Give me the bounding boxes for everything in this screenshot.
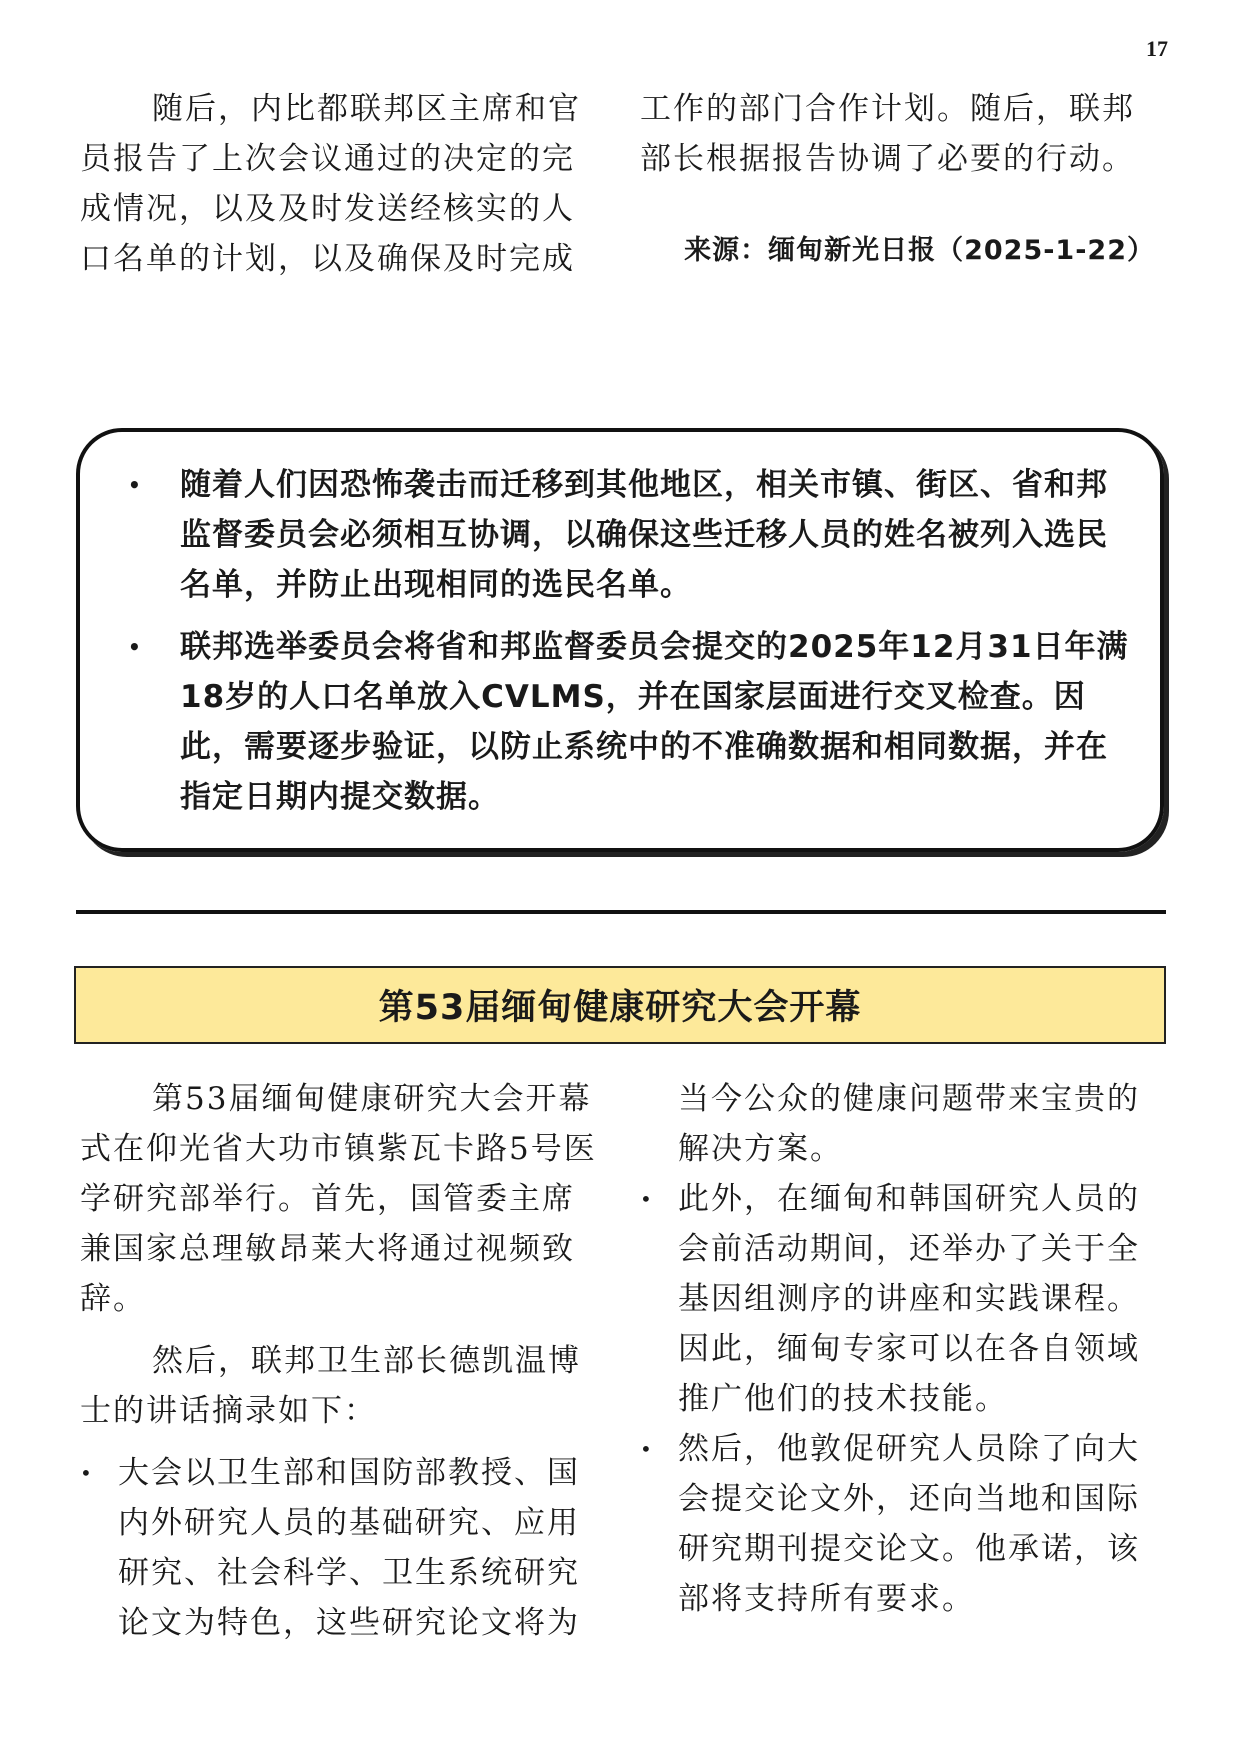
- article-top-left-column: [80, 84, 605, 284]
- bullet-icon: •: [128, 473, 142, 497]
- callout-bullet-text: 联邦选举委员会将省和邦监督委员会提交的2025年12月31日年满18岁的人口名单放入CVLMS，并在国家层面进行交叉检查。因此，需要逐步验证，以防止系统中的不准确数据和相同数据，并在指定日期内提交数据。: [180, 629, 1129, 815]
- body-paragraph: 第53届缅甸健康研究大会开幕式在仰光省大功市镇紫瓦卡路5号医学研究部举行。首先，国管委主席兼国家总理敏昂莱大将通过视频致辞。: [80, 1081, 597, 1317]
- bullet-item: [640, 1174, 1165, 1424]
- body-paragraph: 然后，联邦卫生部长德凯温博士的讲话摘录如下：: [80, 1343, 581, 1429]
- bullet-icon: •: [128, 635, 142, 659]
- section-divider: [76, 910, 1166, 914]
- bullet-list: [80, 1448, 605, 1648]
- body-paragraph: 工作的部门合作计划。随后，联邦部长根据报告协调了必要的行动。: [640, 91, 1135, 177]
- section-title: 第53届缅甸健康研究大会开幕: [378, 988, 862, 1028]
- bullet-text: 此外，在缅甸和韩国研究人员的会前活动期间，还举办了关于全基因组测序的讲座和实践课程。因此，缅甸专家可以在各自领域推广他们的技术技能。: [678, 1181, 1140, 1417]
- bullet-item-continuation: [640, 1074, 1165, 1174]
- body-paragraph: 随后，内比都联邦区主席和官员报告了上次会议通过的决定的完成情况，以及及时发送经核实的人口名单的计划，以及确保及时完成: [80, 91, 581, 277]
- source-citation: 来源：缅甸新光日报（2025-1-22）: [684, 235, 1155, 266]
- bullet-icon: •: [80, 1461, 94, 1485]
- bullet-text: 然后，他敦促研究人员除了向大会提交论文外，还向当地和国际研究期刊提交论文。他承诺，该部将支持所有要求。: [678, 1431, 1140, 1617]
- callout-bullet-item: [110, 622, 1130, 822]
- article-top-right-column: [640, 84, 1165, 184]
- bullet-text: 当今公众的健康问题带来宝贵的解决方案。: [678, 1081, 1140, 1167]
- bullet-icon: •: [640, 1437, 654, 1461]
- bullet-item: [80, 1448, 605, 1648]
- callout-bullet-item: [110, 460, 1130, 610]
- article-bottom-right-column: [640, 1074, 1165, 1624]
- page-number: 17: [1146, 36, 1168, 61]
- bullet-text: 大会以卫生部和国防部教授、国内外研究人员的基础研究、应用研究、社会科学、卫生系统研究论文为特色，这些研究论文将为: [118, 1455, 580, 1641]
- bullet-item: [640, 1424, 1165, 1624]
- callout-box: [76, 428, 1164, 852]
- callout-bullet-list: [110, 460, 1130, 822]
- bullet-icon: •: [640, 1187, 654, 1211]
- bullet-list: [640, 1074, 1165, 1624]
- section-title-banner: [74, 966, 1166, 1044]
- callout-bullet-text: 随着人们因恐怖袭击而迁移到其他地区，相关市镇、街区、省和邦监督委员会必须相互协调，以确保这些迁移人员的姓名被列入选民名单，并防止出现相同的选民名单。: [180, 467, 1108, 603]
- article-bottom-left-column: [80, 1074, 605, 1648]
